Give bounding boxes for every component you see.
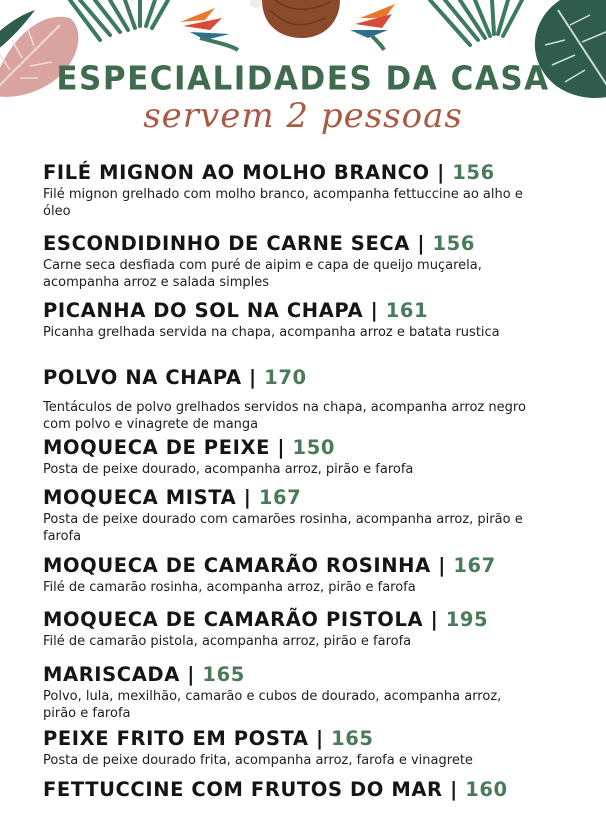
menu-item-name: MARISCADA (43, 663, 180, 686)
menu-item-heading (43, 662, 583, 688)
menu-item-heading (43, 726, 583, 752)
menu-item-price: 167 (453, 554, 496, 577)
menu-item-heading (43, 298, 583, 324)
bird-of-paradise-flower-icon (350, 4, 395, 50)
bird-of-paradise-flower-icon (180, 8, 238, 50)
menu-item-heading (43, 160, 583, 186)
price-separator: | (417, 232, 426, 255)
menu-item (43, 553, 583, 596)
menu-item-price: 165 (331, 727, 374, 750)
menu-item-heading (43, 365, 583, 391)
menu-item-price: 170 (264, 366, 307, 389)
menu-item-heading (43, 231, 583, 257)
menu-item-name: ESCONDIDINHO DE CARNE SECA (43, 232, 410, 255)
page-title: ESPECIALIDADES DA CASA (56, 60, 550, 98)
menu-item (43, 298, 583, 341)
menu-item-description: Filé mignon grelhado com molho branco, acompanha fettuccine ao alho e óleo (43, 187, 523, 219)
menu-item (43, 435, 583, 478)
menu-item-price: 195 (445, 608, 489, 631)
menu-item-description: Posta de peixe dourado, acompanha arroz, pirão e farofa (43, 462, 414, 477)
menu-item-description: Posta de peixe dourado com camarões rosinha, acompanha arroz, pirão e farofa (43, 512, 523, 544)
menu-item (43, 160, 583, 220)
price-separator: | (438, 554, 446, 577)
menu-item (43, 231, 583, 291)
menu-header (0, 60, 606, 136)
price-separator: | (430, 608, 439, 631)
price-separator: | (437, 161, 445, 184)
menu-item-price: 167 (258, 486, 302, 509)
menu-item-description: Posta de peixe dourado frita, acompanha arroz, farofa e vinagrete (43, 753, 473, 768)
menu-item-heading (43, 777, 583, 803)
palm-leaf-icon (70, 0, 168, 40)
price-separator: | (450, 778, 458, 801)
menu-item-name: FETTUCCINE COM FRUTOS DO MAR (43, 778, 443, 801)
price-separator: | (187, 663, 196, 686)
menu-item-price: 161 (385, 299, 429, 322)
price-separator: | (370, 299, 379, 322)
menu-item-name: POLVO NA CHAPA (43, 366, 242, 389)
palm-leaf-icon (430, 0, 522, 45)
menu-item (43, 607, 583, 650)
menu-item-description: Picanha grelhada servida na chapa, acompanha arroz e batata rustica (43, 325, 500, 340)
menu-item (43, 485, 583, 545)
menu-item (43, 365, 583, 433)
menu-item-description: Filé de camarão pistola, acompanha arroz, pirão e farofa (43, 634, 412, 649)
menu-item-price: 156 (452, 161, 495, 184)
menu-item-description: Carne seca desfiada com puré de aipim e capa de queijo muçarela, acompanha arroz e salada simples (43, 258, 482, 290)
menu-item (43, 777, 583, 803)
menu-item-price: 165 (202, 663, 245, 686)
coconut-icon (250, 0, 340, 38)
menu-item-name: MOQUECA MISTA (43, 486, 237, 509)
price-separator: | (243, 486, 252, 509)
menu-item-name: MOQUECA DE PEIXE (43, 436, 271, 459)
menu-item-heading (43, 607, 583, 633)
menu-item-name: MOQUECA DE CAMARÃO PISTOLA (43, 608, 424, 631)
menu-item-heading (43, 485, 583, 511)
menu-item-description: Tentáculos de polvo grelhados servidos na chapa, acompanha arroz negro com polvo e vinagrete de manga (43, 400, 526, 432)
menu-item-name: MOQUECA DE CAMARÃO ROSINHA (43, 554, 431, 577)
page-subtitle: servem 2 pessoas (143, 96, 463, 136)
menu-item-heading (43, 435, 583, 461)
menu-item-heading (43, 553, 583, 579)
menu-item (43, 662, 583, 722)
menu-item-description: Filé de camarão rosinha, acompanha arroz, pirão e farofa (43, 580, 416, 595)
menu-item (43, 726, 583, 769)
menu-item-name: PEIXE FRITO EM POSTA (43, 727, 309, 750)
price-separator: | (277, 436, 286, 459)
price-separator: | (249, 366, 257, 389)
menu-item-description: Polvo, lula, mexilhão, camarão e cubos de dourado, acompanha arroz, pirão e farofa (43, 689, 502, 721)
menu-item-name: PICANHA DO SOL NA CHAPA (43, 299, 364, 322)
menu-item-price: 160 (465, 778, 508, 801)
menu-item-name: FILÉ MIGNON AO MOLHO BRANCO (43, 161, 430, 184)
price-separator: | (315, 727, 324, 750)
menu-item-price: 150 (292, 436, 336, 459)
menu-item-price: 156 (432, 232, 476, 255)
